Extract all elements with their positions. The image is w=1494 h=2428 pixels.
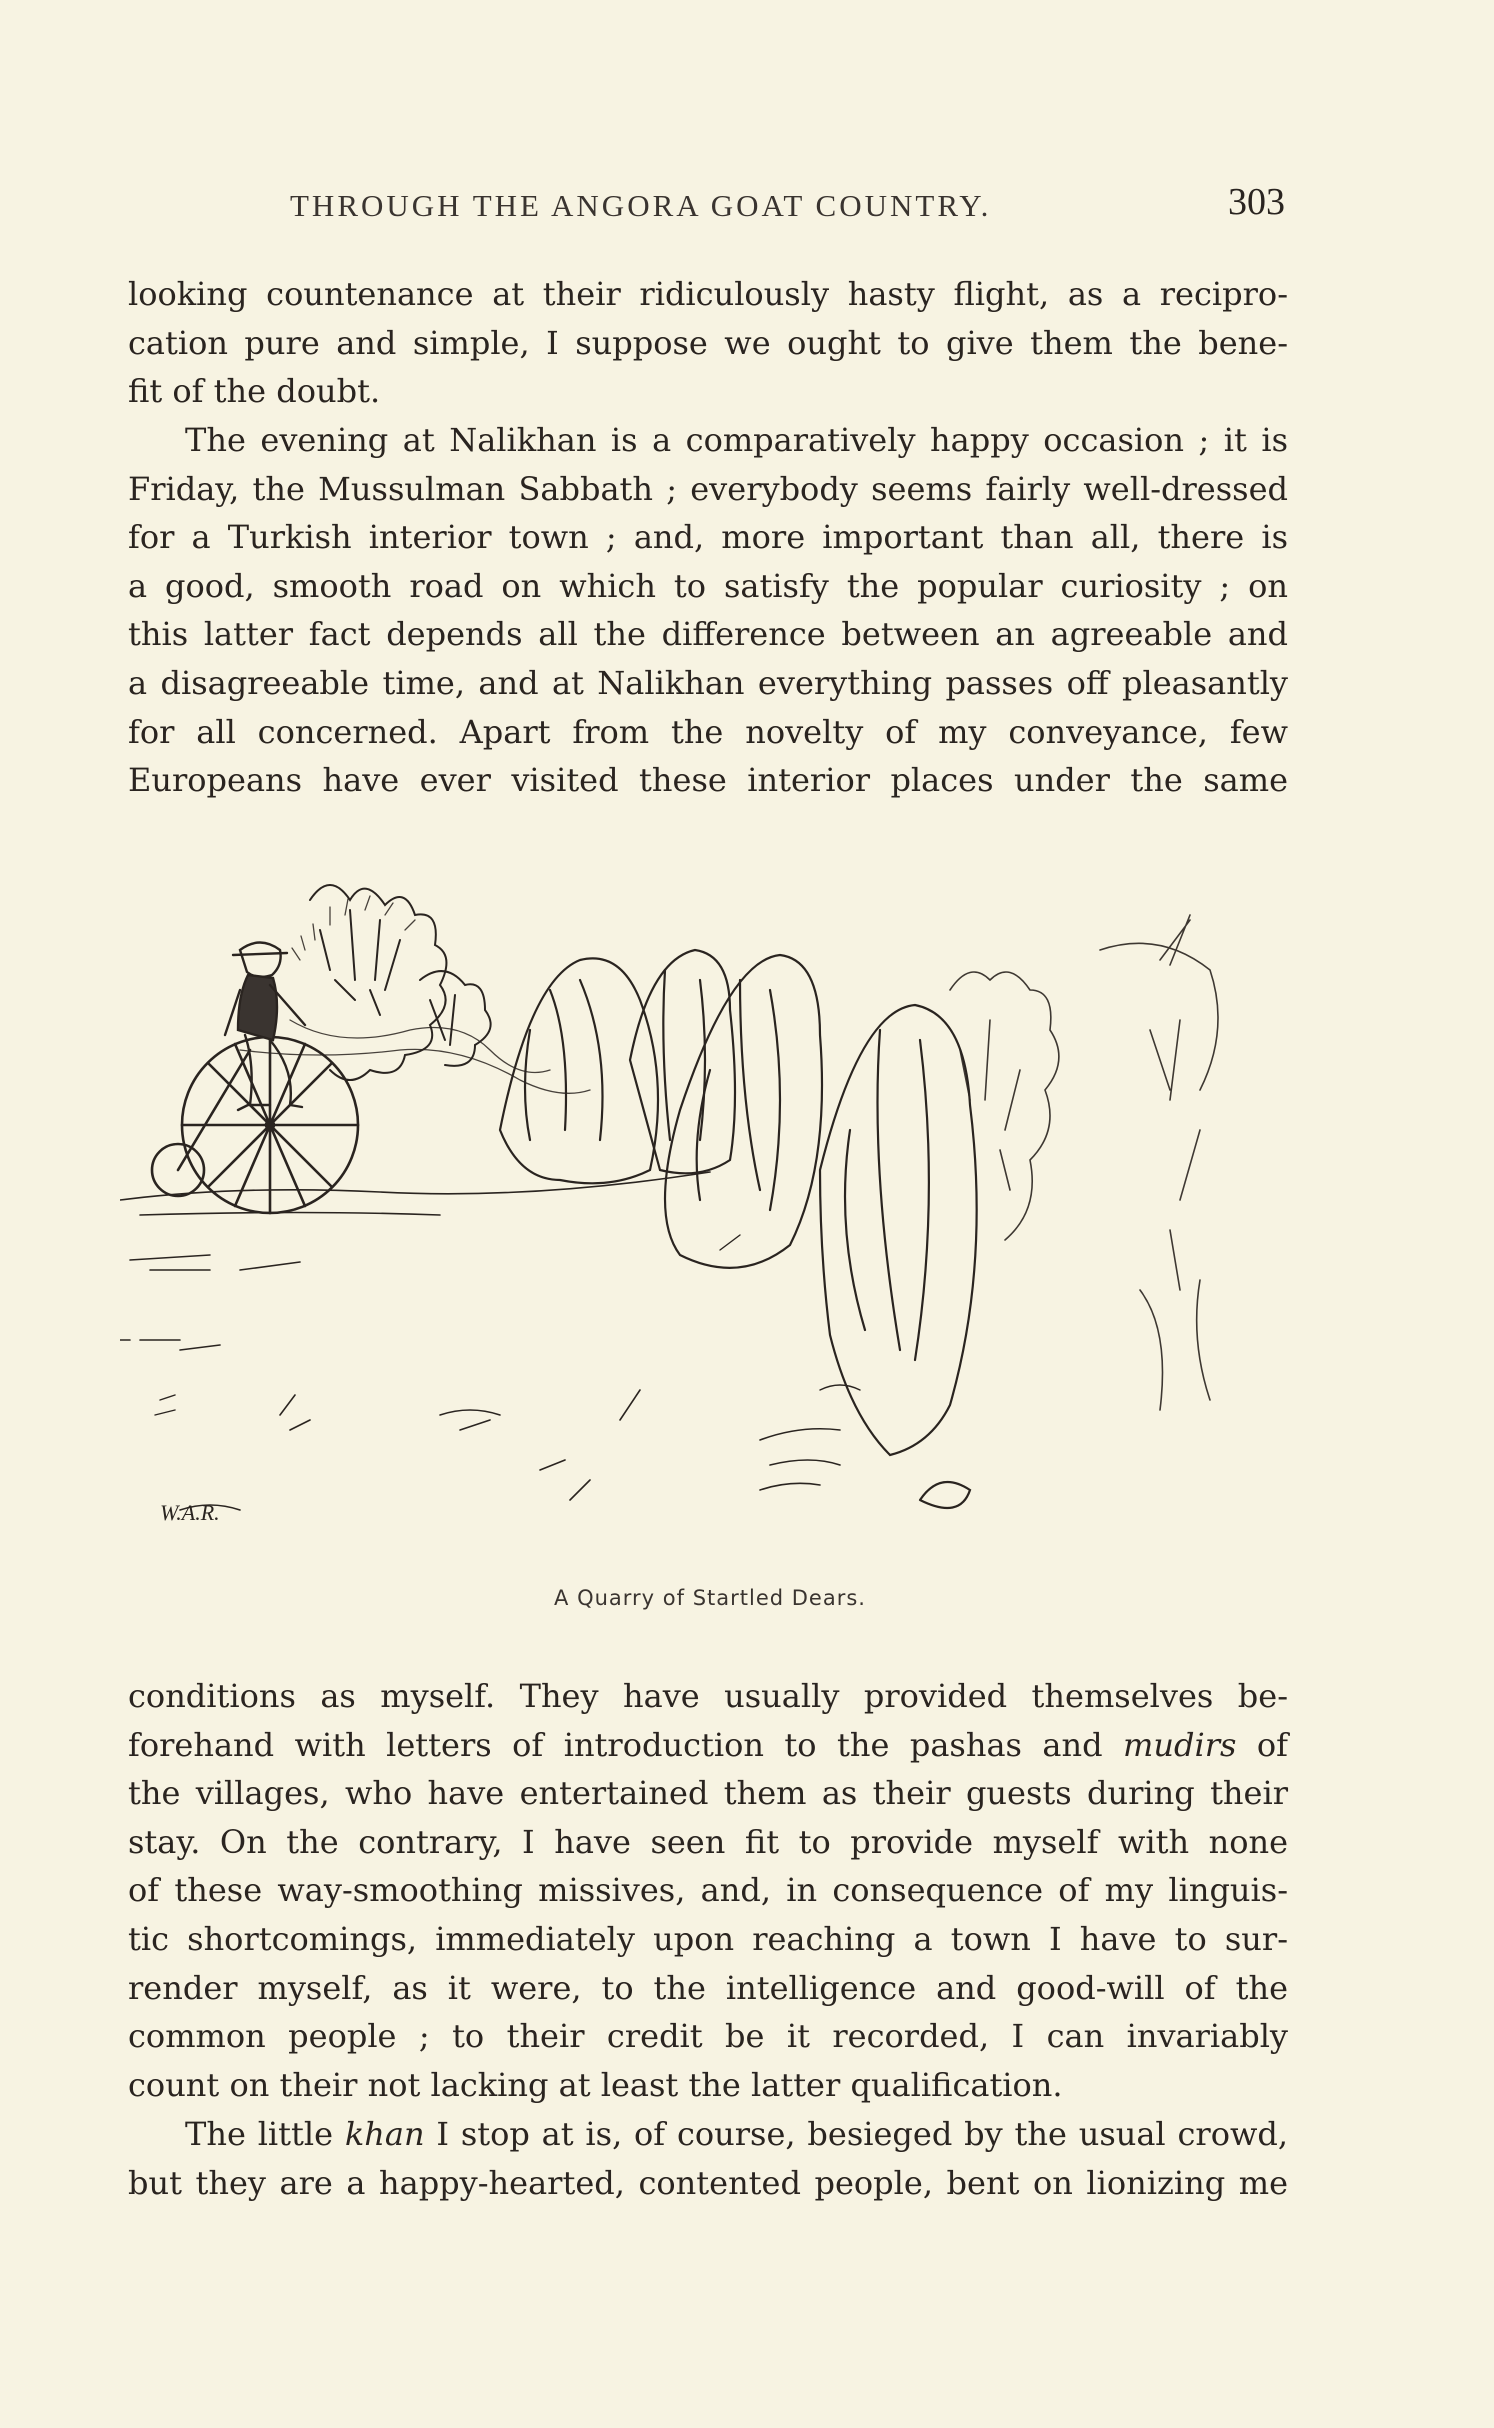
artist-signature: W.A.R. <box>160 1500 220 1525</box>
paragraph-2 <box>128 416 1288 805</box>
high-wheel-bicycle <box>152 1037 358 1213</box>
text-line: render myself, as it were, to the intelligence and good-will of the <box>128 1968 1288 2007</box>
text-line: fit of the doubt. <box>128 372 381 411</box>
paragraph-4 <box>128 2110 1288 2207</box>
page-number: 303 <box>1228 181 1285 223</box>
text-line: Friday, the Mussulman Sabbath ; everybody seems fairly well-dressed <box>128 469 1288 508</box>
text-line: looking countenance at their ridiculously hasty flight, as a recipro- <box>128 275 1288 313</box>
text-run: I stop at is, of course, besieged by the usual crowd, <box>424 2115 1289 2153</box>
text-line: a good, smooth road on which to satisfy the popular curiosity ; on <box>128 566 1288 605</box>
bush-left <box>310 885 491 1080</box>
text-line: cation pure and simple, I suppose we ought to give them the bene- <box>128 323 1288 362</box>
italic-word: khan <box>344 2115 425 2153</box>
illustration-caption: A Quarry of Startled Dears. <box>554 1586 866 1610</box>
text-line: Europeans have ever visited these interior places under the same <box>128 761 1288 800</box>
cyclist <box>225 943 305 1111</box>
text-line: stay. On the contrary, I have seen fit to provide myself with none <box>128 1822 1288 1861</box>
running-title: THROUGH THE ANGORA GOAT COUNTRY. <box>290 188 992 223</box>
veiled-women <box>500 950 977 1508</box>
text-line <box>128 1721 1288 1770</box>
text-line <box>128 2110 1288 2159</box>
text-line: of these way-smoothing missives, and, in consequence of my linguis- <box>128 1871 1288 1910</box>
text-run: of <box>1236 1725 1289 1764</box>
text-run: forehand with letters of introduction to the pashas and <box>128 1725 1124 1764</box>
paragraph-3 <box>128 1672 1288 2109</box>
text-line: The evening at Nalikhan is a comparatively happy occasion ; it is <box>185 421 1288 459</box>
text-line: count on their not lacking at least the latter qualification. <box>128 2065 1063 2104</box>
text-line: for a Turkish interior town ; and, more important than all, there is <box>128 518 1288 557</box>
text-line: but they are a happy-hearted, contented people, bent on lionizing me <box>128 2163 1288 2202</box>
text-line: tic shortcomings, immediately upon reaching a town I have to sur- <box>128 1919 1288 1958</box>
text-line: common people ; to their credit be it recorded, I can invariably <box>128 2017 1288 2056</box>
text-line: conditions as myself. They have usually provided themselves be- <box>128 1677 1288 1715</box>
engraving-cyclist-and-veiled-women <box>120 870 1300 1600</box>
text-line: this latter fact depends all the difference between an agreeable and <box>128 615 1288 654</box>
text-line: the villages, who have entertained them as their guests during their <box>128 1774 1288 1813</box>
paragraph-1 <box>128 270 1288 416</box>
illustration <box>120 870 1300 1600</box>
running-header <box>130 180 1285 240</box>
text-run: The little <box>185 2115 345 2153</box>
italic-word: mudirs <box>1123 1725 1237 1764</box>
text-line: a disagreeable time, and at Nalikhan everything passes off pleasantly <box>128 663 1288 702</box>
text-line: for all concerned. Apart from the novelty of my conveyance, few <box>128 712 1288 751</box>
